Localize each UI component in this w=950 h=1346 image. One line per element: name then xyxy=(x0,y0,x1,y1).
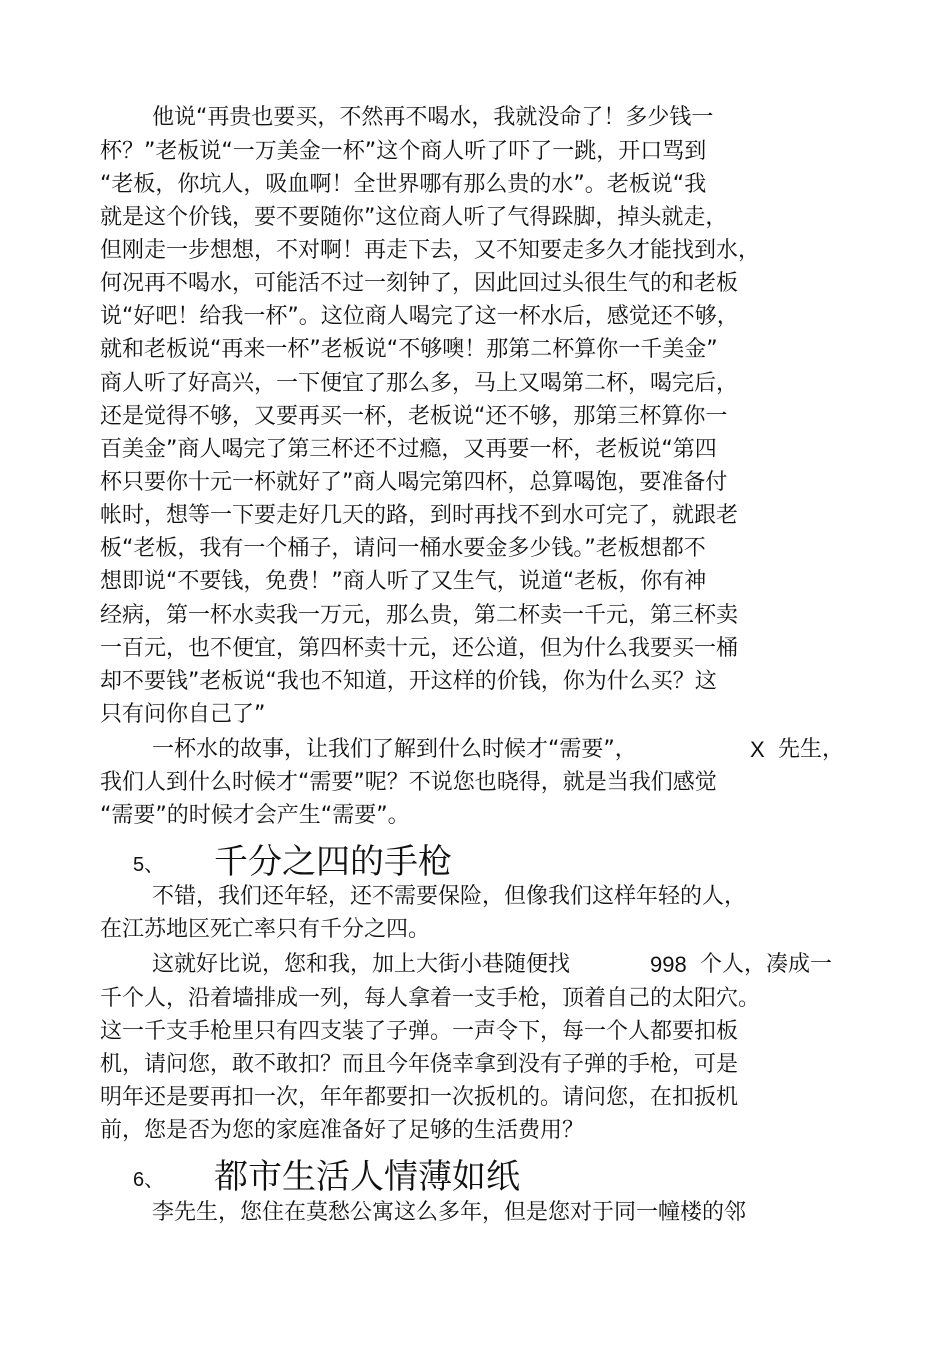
section-5-p2-line-1-number: 998 xyxy=(650,952,687,977)
section-5-p2-line-5: 明年还是要再扣一次，年年都要扣一次扳机的。请问您，在扣扳机 xyxy=(100,1085,739,1110)
story-line-12: 杯只要你十元一杯就好了”商人喝完第四杯，总算喝饱，要准备付 xyxy=(100,470,728,495)
section-5-p2-line-6: 前，您是否为您的家庭准备好了足够的生活费用？ xyxy=(100,1118,585,1143)
section-5-p2-line-1b: 个人，凑成一 xyxy=(700,952,833,977)
section-6-p1-line-1: 李先生，您住在莫愁公寓这么多年，但是您对于同一幢楼的邻 xyxy=(152,1200,747,1225)
section-6-title: 都市生活人情薄如纸 xyxy=(214,1157,520,1197)
story-line-19: 只有问你自己了” xyxy=(100,702,266,727)
moral-line-1b: 先生， xyxy=(778,737,845,762)
story-line-18: 却不要钱”老板说“我也不知道，开这样的价钱，你为什么买？这 xyxy=(100,669,717,694)
story-line-7: 说“好吧！给我一杯”。这位商人喝完了这一杯水后，感觉还不够， xyxy=(100,304,739,329)
section-5-number: 5、 xyxy=(133,854,165,876)
section-5-p2-line-4: 机，请问您，敢不敢扣？而且今年侥幸拿到没有子弹的手枪，可是 xyxy=(100,1052,739,1077)
moral-line-1a: 一杯水的故事，让我们了解到什么时候才“需要”， xyxy=(152,737,637,762)
section-5-title: 千分之四的手枪 xyxy=(214,842,452,882)
moral-line-1x: X xyxy=(750,737,765,762)
section-5-p2-line-1a: 这就好比说，您和我，加上大街小巷随便找 xyxy=(152,952,571,977)
moral-line-3: “需要”的时候才会产生“需要”。 xyxy=(100,803,410,828)
story-line-6: 何况再不喝水，可能活不过一刻钟了，因此回过头很生气的和老板 xyxy=(100,271,739,296)
story-line-16: 经病，第一杯水卖我一万元，那么贵，第二杯卖一千元，第三杯卖 xyxy=(100,603,739,628)
section-6-number: 6、 xyxy=(133,1169,165,1191)
story-line-3: “老板，你坑人，吸血啊！全世界哪有那么贵的水”。老板说“我 xyxy=(100,172,707,197)
story-line-13: 帐时，想等一下要走好几天的路，到时再找不到水可完了，就跟老 xyxy=(100,503,739,528)
story-line-11: 百美金”商人喝完了第三杯还不过瘾，又再要一杯，老板说“第四 xyxy=(100,437,717,462)
section-5-p2-line-2: 千个人，沿着墙排成一列，每人拿着一支手枪，顶着自己的太阳穴。 xyxy=(100,986,761,1011)
story-line-5: 但刚走一步想想，不对啊！再走下去，又不知要走多久才能找到水， xyxy=(100,238,761,263)
section-5-p1-line-2: 在江苏地区死亡率只有千分之四。 xyxy=(100,917,431,942)
story-line-9: 商人听了好高兴，一下便宜了那么多，马上又喝第二杯，喝完后， xyxy=(100,371,739,396)
story-line-8: 就和老板说“再来一杯”老板说“不够噢！那第二杯算你一千美金” xyxy=(100,337,718,362)
section-5-p2-line-3: 这一千支手枪里只有四支装了子弹。一声令下，每一个人都要扣板 xyxy=(100,1019,739,1044)
story-line-2: 杯？”老板说“一万美金一杯”这个商人听了吓了一跳，开口骂到 xyxy=(100,139,707,164)
story-line-4: 就是这个价钱，要不要随你”这位商人听了气得跺脚，掉头就走， xyxy=(100,205,728,230)
story-line-10: 还是觉得不够，又要再买一杯，老板说“还不够，那第三杯算你一 xyxy=(100,404,728,429)
story-line-1: 他说“再贵也要买，不然再不喝水，我就没命了！多少钱一 xyxy=(152,105,714,130)
story-line-17: 一百元，也不便宜，第四杯卖十元，还公道，但为什么我要买一桶 xyxy=(100,636,739,661)
story-line-14: 板“老板，我有一个桶子，请问一桶水要金多少钱。”老板想都不 xyxy=(100,536,706,561)
moral-line-2: 我们人到什么时候才“需要”呢？不说您也晓得，就是当我们感觉 xyxy=(100,770,717,795)
section-5-p1-line-1: 不错，我们还年轻，还不需要保险，但像我们这样年轻的人， xyxy=(152,884,747,909)
story-line-15: 想即说“不要钱，免费！”商人听了又生气，说道“老板，你有神 xyxy=(100,569,707,594)
